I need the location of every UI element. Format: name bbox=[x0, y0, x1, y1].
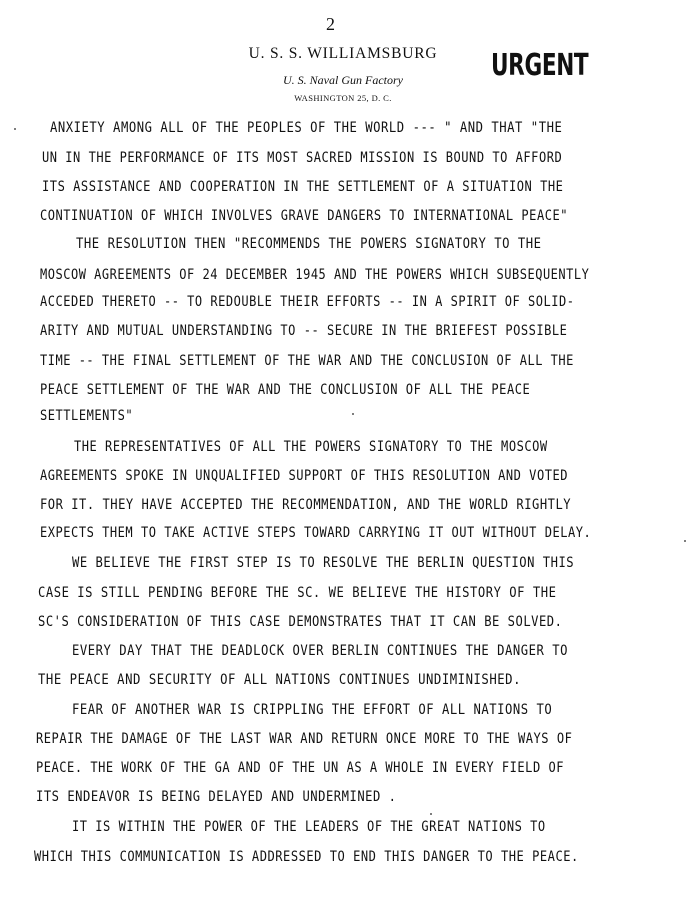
body-line: FEAR OF ANOTHER WAR IS CRIPPLING THE EFFORT OF ALL NATIONS TO bbox=[72, 702, 553, 718]
body-line: TIME -- THE FINAL SETTLEMENT OF THE WAR AND THE CONCLUSION OF ALL THE bbox=[40, 353, 574, 369]
body-line: SC'S CONSIDERATION OF THIS CASE DEMONSTRATES THAT IT CAN BE SOLVED. bbox=[38, 614, 563, 630]
scan-speck bbox=[430, 813, 432, 815]
body-line: WHICH THIS COMMUNICATION IS ADDRESSED TO END THIS DANGER TO THE PEACE. bbox=[34, 849, 579, 865]
body-line: MOSCOW AGREEMENTS OF 24 DECEMBER 1945 AND THE POWERS WHICH SUBSEQUENTLY bbox=[40, 267, 590, 283]
body-line: SETTLEMENTS" bbox=[40, 408, 134, 424]
body-line: THE REPRESENTATIVES OF ALL THE POWERS SIGNATORY TO THE MOSCOW bbox=[74, 439, 548, 455]
letterhead-city: WASHINGTON 25, D. C. bbox=[294, 93, 392, 103]
body-line: UN IN THE PERFORMANCE OF ITS MOST SACRED MISSION IS BOUND TO AFFORD bbox=[42, 150, 563, 166]
body-line: THE RESOLUTION THEN "RECOMMENDS THE POWERS SIGNATORY TO THE bbox=[76, 236, 542, 252]
body-line: THE PEACE AND SECURITY OF ALL NATIONS CONTINUES UNDIMINISHED. bbox=[38, 672, 522, 688]
letterhead-ship-name: U. S. S. WILLIAMSBURG bbox=[248, 45, 438, 62]
urgent-stamp: URGENT bbox=[491, 48, 589, 83]
body-line: CASE IS STILL PENDING BEFORE THE SC. WE BELIEVE THE HISTORY OF THE bbox=[38, 585, 557, 601]
body-line: EXPECTS THEM TO TAKE ACTIVE STEPS TOWARD CARRYING IT OUT WITHOUT DELAY. bbox=[40, 525, 592, 541]
body-line: FOR IT. THEY HAVE ACCEPTED THE RECOMMENDATION, AND THE WORLD RIGHTLY bbox=[40, 497, 572, 513]
body-line: AGREEMENTS SPOKE IN UNQUALIFIED SUPPORT OF THIS RESOLUTION AND VOTED bbox=[40, 468, 568, 484]
body-line: ACCEDED THERETO -- TO REDOUBLE THEIR EFFORTS -- IN A SPIRIT OF SOLID- bbox=[40, 294, 575, 310]
body-line: ITS ASSISTANCE AND COOPERATION IN THE SETTLEMENT OF A SITUATION THE bbox=[42, 179, 564, 195]
body-line: EVERY DAY THAT THE DEADLOCK OVER BERLIN CONTINUES THE DANGER TO bbox=[72, 643, 569, 659]
letterhead-factory: U. S. Naval Gun Factory bbox=[283, 73, 403, 87]
body-line: PEACE SETTLEMENT OF THE WAR AND THE CONCLUSION OF ALL THE PEACE bbox=[40, 382, 531, 398]
body-line: ITS ENDEAVOR IS BEING DELAYED AND UNDERMINED . bbox=[36, 789, 397, 805]
scan-speck bbox=[14, 128, 16, 130]
body-line: ARITY AND MUTUAL UNDERSTANDING TO -- SECURE IN THE BRIEFEST POSSIBLE bbox=[40, 323, 568, 339]
body-line: PEACE. THE WORK OF THE GA AND OF THE UN AS A WHOLE IN EVERY FIELD OF bbox=[36, 760, 564, 776]
body-line: REPAIR THE DAMAGE OF THE LAST WAR AND RETURN ONCE MORE TO THE WAYS OF bbox=[36, 731, 573, 747]
body-line: CONTINUATION OF WHICH INVOLVES GRAVE DANGERS TO INTERNATIONAL PEACE" bbox=[40, 208, 568, 224]
body-line: ANXIETY AMONG ALL OF THE PEOPLES OF THE WORLD --- " AND THAT "THE bbox=[50, 120, 563, 136]
body-line: IT IS WITHIN THE POWER OF THE LEADERS OF THE GREAT NATIONS TO bbox=[72, 819, 546, 835]
scan-speck bbox=[352, 413, 354, 415]
scan-speck bbox=[684, 540, 686, 542]
body-line: WE BELIEVE THE FIRST STEP IS TO RESOLVE THE BERLIN QUESTION THIS bbox=[72, 555, 575, 571]
page-number: 2 bbox=[326, 14, 335, 34]
